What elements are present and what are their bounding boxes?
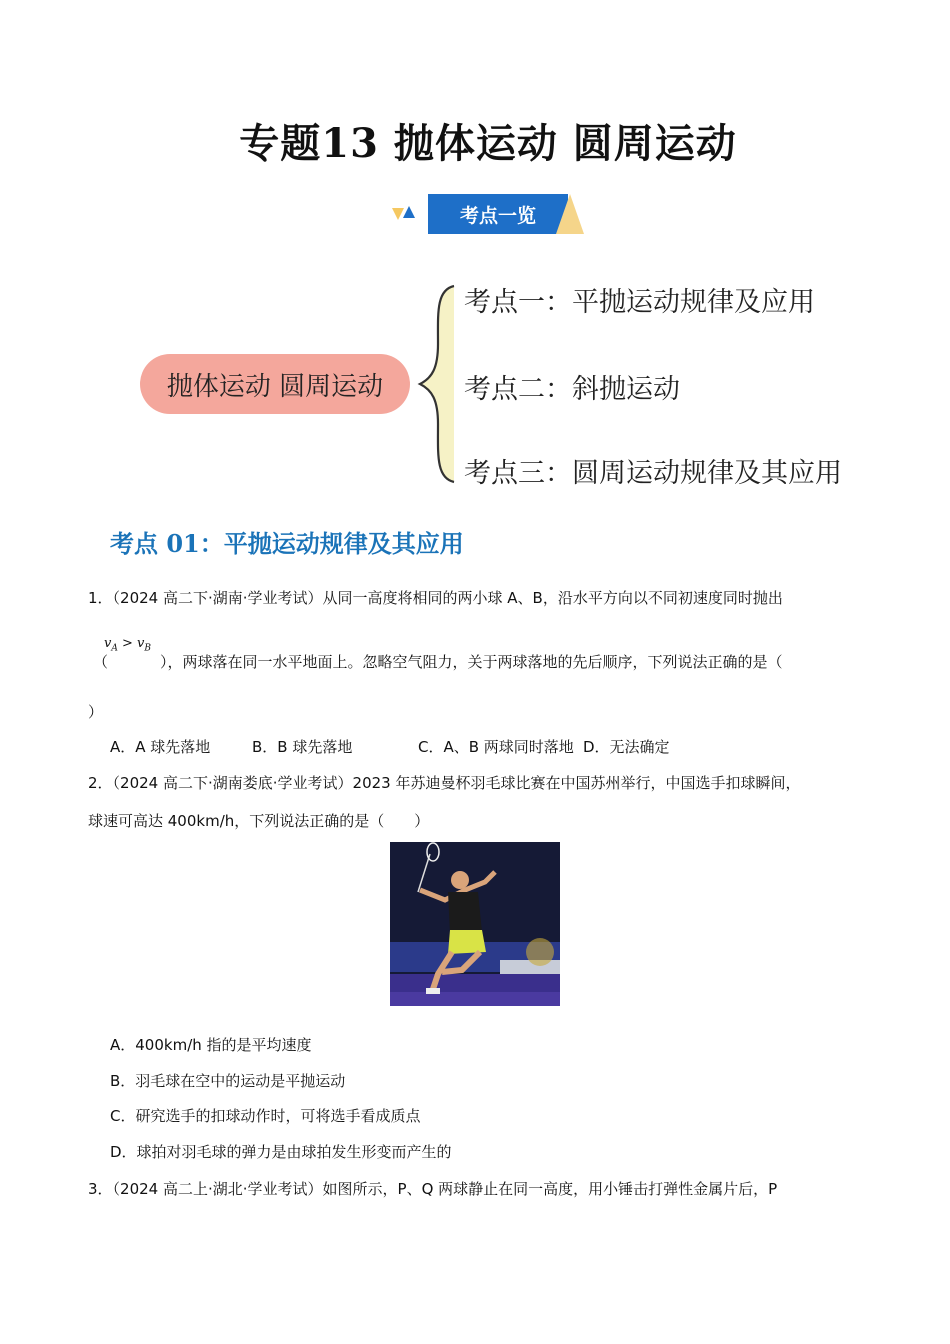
badge-label: 考点一览 [428, 194, 568, 234]
option-d: D．球拍对羽毛球的弹力是由球拍发生形变而产生的 [110, 1143, 452, 1161]
section-title: 考点 01：平抛运动规律及其应用 [110, 529, 464, 558]
option-c: C．研究选手的扣球动作时，可将选手看成质点 [110, 1107, 421, 1125]
formula: $v_A > v_B$ [104, 636, 152, 654]
triangle-icon [556, 194, 584, 234]
option-a: A．400km/h 指的是平均速度 [110, 1036, 312, 1054]
question-1-text-cont: ），两球落在同一水平地面上。忽略空气阻力，关于两球落地的先后顺序，下列说法正确的是（ [160, 653, 783, 671]
question-1-paren: （ [93, 653, 109, 671]
option-a: A．A 球先落地 [110, 738, 211, 756]
mindmap-center: 抛体运动 圆周运动 [140, 354, 410, 414]
mindmap-item-3: 考点三：圆周运动规律及其应用 [464, 458, 842, 489]
badminton-photo [390, 842, 560, 1006]
key-points-badge [390, 194, 590, 236]
question-1-close: ） [88, 703, 104, 721]
option-c: C．A、B 两球同时落地 [418, 738, 574, 756]
option-b: B．B 球先落地 [252, 738, 353, 756]
mindmap-item-1: 考点一：平抛运动规律及应用 [464, 287, 815, 318]
option-b: B．羽毛球在空中的运动是平抛运动 [110, 1072, 346, 1090]
question-2-text-cont: 球速可高达 400km/h，下列说法正确的是（ ） [88, 812, 430, 830]
triangle-icon [403, 206, 415, 218]
mindmap-item-2: 考点二：斜抛运动 [464, 374, 680, 405]
question-3-text: 3．（2024 高二上·湖北·学业考试）如图所示，P、Q 两球静止在同一高度，用小锤击打弹性金属片后，P [88, 1180, 778, 1198]
option-d: D．无法确定 [583, 738, 670, 756]
question-2-text: 2．（2024 高二下·湖南娄底·学业考试）2023 年苏迪曼杯羽毛球比赛在中国苏州举行，中国选手扣球瞬间， [88, 774, 801, 792]
question-1-text: 1．（2024 高二下·湖南·学业考试）从同一高度将相同的两小球 A、B，沿水平方向以不同初速度同时抛出 [88, 589, 783, 607]
page-title: 专题13 抛体运动 圆周运动 [239, 120, 737, 167]
